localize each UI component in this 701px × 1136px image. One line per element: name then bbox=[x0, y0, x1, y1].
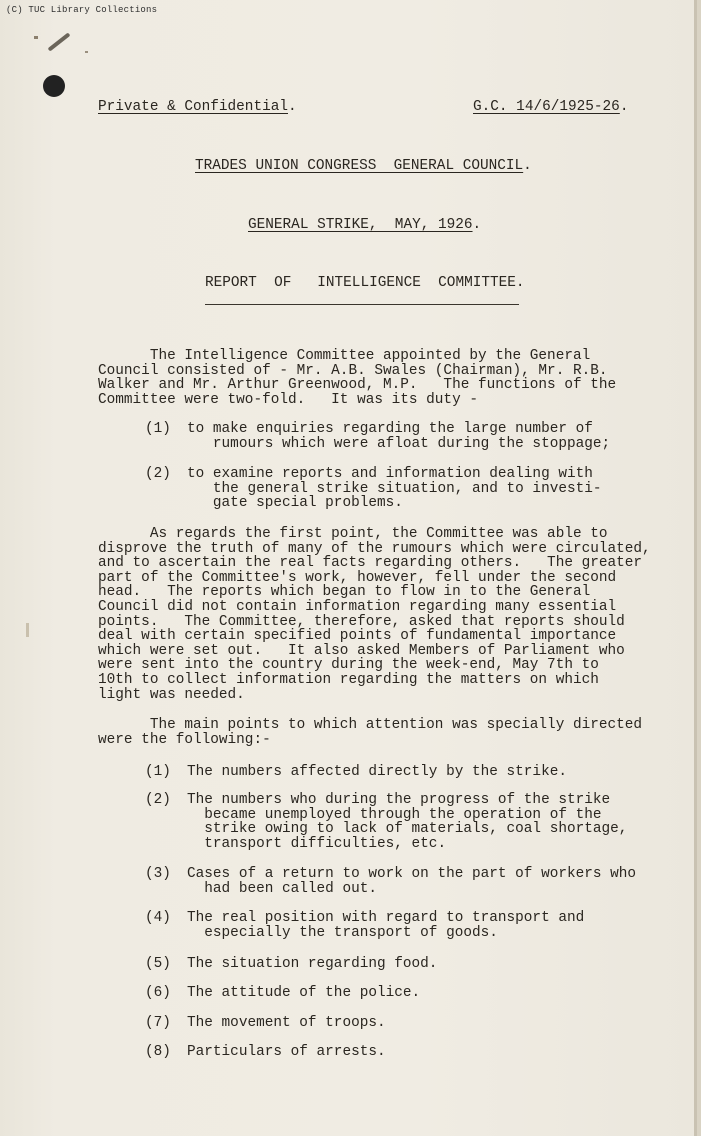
staple-mark bbox=[48, 32, 71, 51]
text-line: gate special problems. bbox=[187, 495, 403, 512]
text-line: to examine reports and information dealing with bbox=[187, 466, 593, 482]
confidential-label: Private & Confidential. bbox=[98, 99, 297, 115]
text-line: were sent into the country during the week-end, May 7th to bbox=[98, 657, 599, 674]
copyright-watermark: (C) TUC Library Collections bbox=[6, 5, 158, 15]
title-rule bbox=[205, 304, 519, 305]
list-item-text bbox=[187, 422, 610, 451]
list-item-number: (6) bbox=[145, 985, 171, 1001]
list-item-text bbox=[187, 765, 567, 780]
text-line: part of the Committee's work, however, fell under the second bbox=[98, 569, 617, 586]
list-item-number: (8) bbox=[145, 1044, 171, 1060]
text-line: The attitude of the police. bbox=[187, 985, 421, 1001]
text-line: The numbers affected directly by the strike. bbox=[187, 764, 567, 780]
list-item-text bbox=[187, 1045, 386, 1060]
text-line: which were set out. It also asked Members of Parliament who bbox=[98, 642, 625, 659]
list-item-text bbox=[187, 793, 627, 851]
text-line: to make enquiries regarding the large number of bbox=[187, 421, 593, 437]
list-item-text bbox=[187, 986, 420, 1001]
text-line: The real position with regard to transport and bbox=[187, 910, 585, 926]
text-line: especially the transport of goods. bbox=[187, 924, 498, 941]
margin-mark bbox=[26, 623, 29, 637]
list-item-number: (5) bbox=[145, 956, 171, 972]
text-line: Committee were two-fold. It was its duty - bbox=[98, 391, 478, 408]
text-line: The main points to which attention was specially directed bbox=[98, 717, 643, 733]
text-line: Council consisted of - Mr. A.B. Swales (Chairman), Mr. R.B. bbox=[98, 362, 608, 379]
text-line: Council did not contain information regarding many essential bbox=[98, 598, 617, 615]
text-line: The movement of troops. bbox=[187, 1015, 386, 1031]
text-line: were the following:- bbox=[98, 731, 271, 748]
text-line: head. The reports which began to flow in to the General bbox=[98, 584, 591, 601]
intro-paragraph bbox=[98, 349, 616, 407]
main-points-intro bbox=[98, 718, 642, 747]
text-line: 10th to collect information regarding the matters on which bbox=[98, 671, 599, 688]
list-item-text bbox=[187, 957, 437, 972]
punch-hole bbox=[43, 75, 65, 97]
text-line: transport difficulties, etc. bbox=[187, 835, 447, 852]
text-line: had been called out. bbox=[187, 880, 377, 897]
list-item-text bbox=[187, 911, 584, 940]
text-line: The Intelligence Committee appointed by the General bbox=[98, 348, 591, 364]
text-line: The numbers who during the progress of the strike bbox=[187, 792, 611, 808]
organisation-title: TRADES UNION CONGRESS GENERAL COUNCIL. bbox=[195, 158, 532, 174]
list-item-text bbox=[187, 1016, 386, 1031]
text-line: Particulars of arrests. bbox=[187, 1044, 386, 1060]
list-item-number: (7) bbox=[145, 1015, 171, 1031]
text-line: light was needed. bbox=[98, 686, 245, 703]
list-item-number: (1) bbox=[145, 421, 171, 437]
text-line: Walker and Mr. Arthur Greenwood, M.P. The functions of the bbox=[98, 377, 617, 394]
list-item-number: (2) bbox=[145, 466, 171, 482]
report-title: REPORT OF INTELLIGENCE COMMITTEE. bbox=[205, 275, 525, 291]
text-line: As regards the first point, the Committee was able to bbox=[98, 526, 608, 542]
list-item-number: (1) bbox=[145, 764, 171, 780]
text-line: became unemployed through the operation of the bbox=[187, 806, 602, 823]
text-line: strike owing to lack of materials, coal shortage, bbox=[187, 821, 628, 838]
text-line: deal with certain specified points of fundamental importance bbox=[98, 628, 617, 645]
text-line: points. The Committee, therefore, asked that reports should bbox=[98, 613, 625, 630]
text-line: The situation regarding food. bbox=[187, 956, 438, 972]
list-item-number: (2) bbox=[145, 792, 171, 808]
first-point-paragraph bbox=[98, 527, 651, 702]
event-title: GENERAL STRIKE, MAY, 1926. bbox=[248, 217, 482, 233]
text-line: Cases of a return to work on the part of workers who bbox=[187, 866, 637, 882]
text-line: disprove the truth of many of the rumours which were circulated, bbox=[98, 540, 651, 557]
list-item-number: (4) bbox=[145, 910, 171, 926]
pin-mark-dot bbox=[34, 36, 38, 39]
list-item-number: (3) bbox=[145, 866, 171, 882]
pin-mark-dot bbox=[85, 51, 88, 53]
text-line: the general strike situation, and to investi- bbox=[187, 480, 602, 497]
list-item-text bbox=[187, 867, 636, 896]
reference-number: G.C. 14/6/1925-26. bbox=[473, 99, 629, 115]
text-line: and to ascertain the real facts regarding others. The greater bbox=[98, 555, 643, 572]
text-line: rumours which were afloat during the stoppage; bbox=[187, 435, 611, 452]
list-item-text bbox=[187, 467, 602, 511]
